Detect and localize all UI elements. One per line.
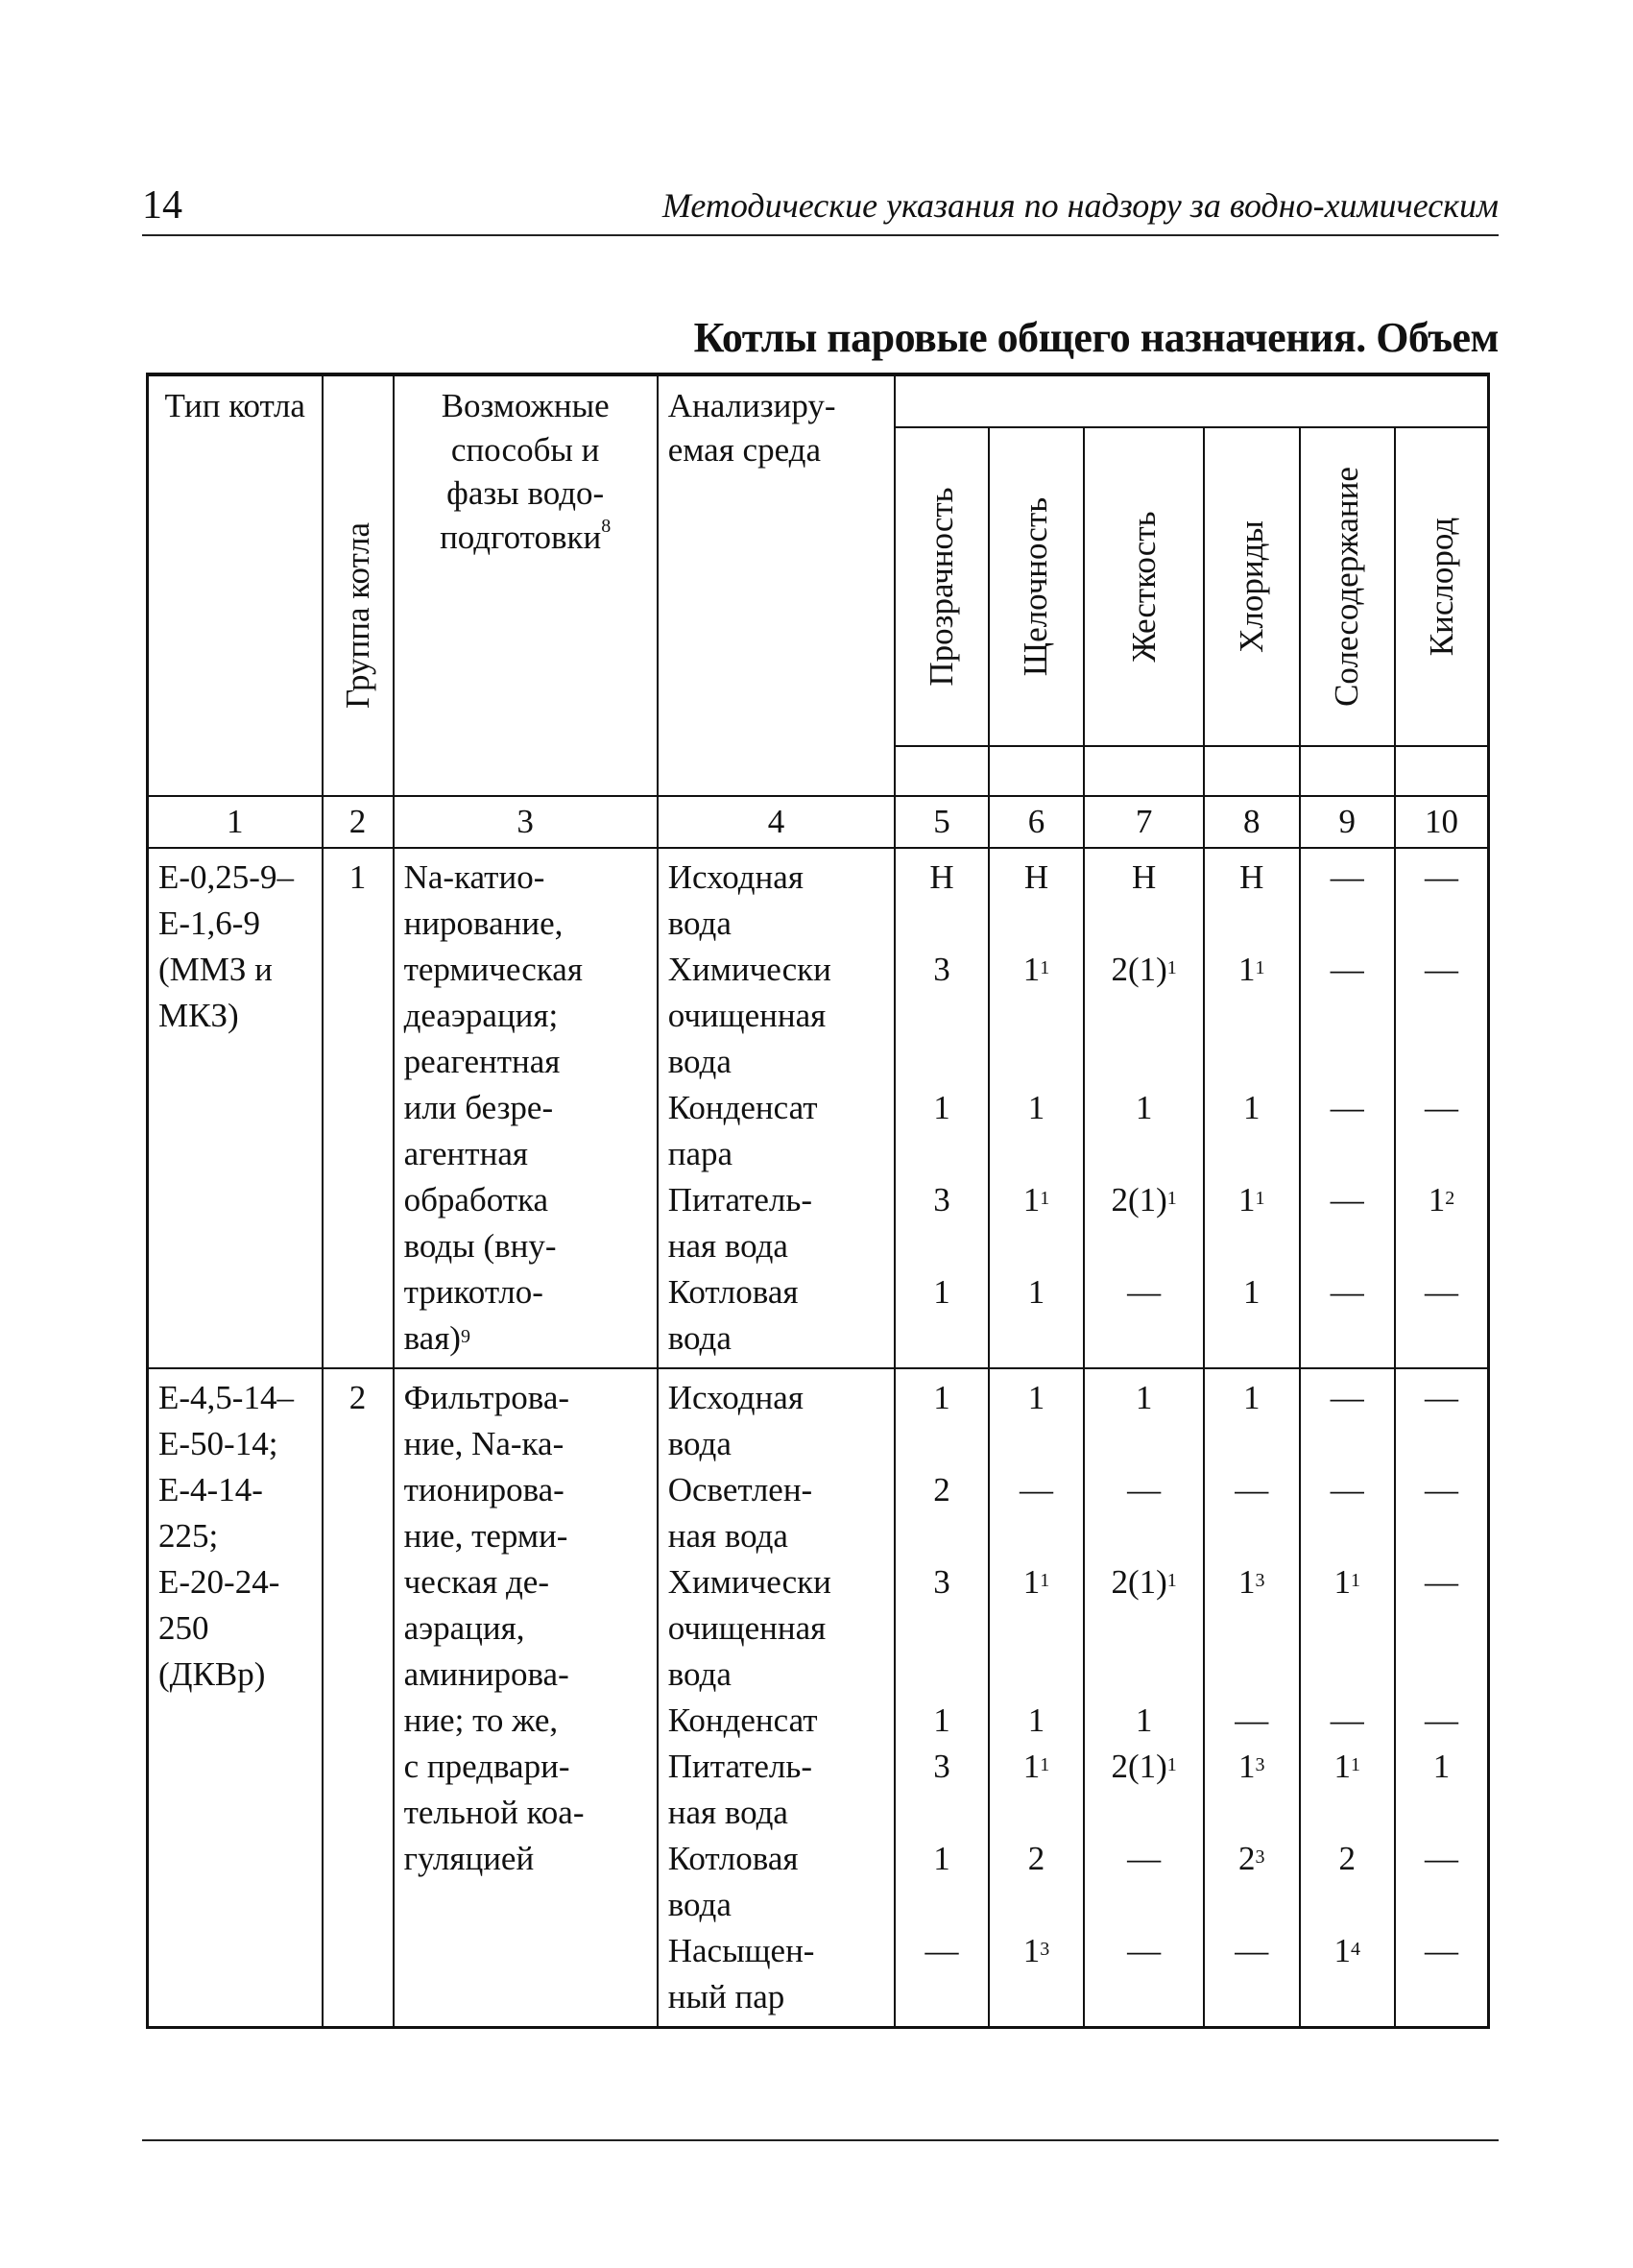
boiler-type-line: Е-50-14; xyxy=(158,1425,278,1462)
boiler-type-line: Е-1,6-9 xyxy=(158,905,260,942)
media-line: вода xyxy=(667,905,732,942)
media-item xyxy=(668,1744,885,1836)
header-method-line: Возможные xyxy=(441,387,610,424)
value-item xyxy=(1094,1744,1193,1836)
value-cell xyxy=(989,1368,1084,2028)
column-number: 8 xyxy=(1204,796,1299,848)
value-item xyxy=(1094,1375,1193,1467)
value-item xyxy=(905,1744,977,1836)
value-cell xyxy=(989,848,1084,1368)
value-item xyxy=(999,1559,1073,1698)
value-text: 1 xyxy=(933,1840,950,1877)
media-line: ная вода xyxy=(667,1517,788,1555)
value-item xyxy=(1214,1836,1288,1928)
value-text: 1 xyxy=(1432,1748,1451,1785)
media-item xyxy=(668,1177,885,1269)
media-item xyxy=(668,1559,885,1698)
method-line: агентная xyxy=(403,1135,528,1172)
media-line: Котловая xyxy=(667,1840,799,1877)
value-item xyxy=(999,947,1073,1085)
value-item xyxy=(1405,1744,1477,1836)
column-number: 7 xyxy=(1084,796,1204,848)
value-text: 1 xyxy=(1135,1701,1153,1739)
value-cell xyxy=(895,848,988,1368)
value-cell xyxy=(1204,1368,1299,2028)
value-item xyxy=(905,1836,977,1928)
value-item xyxy=(905,1928,977,2020)
method-line: трикотло- xyxy=(403,1273,543,1311)
media-line: очищенная xyxy=(667,1609,827,1647)
value-text: — xyxy=(1425,1563,1458,1601)
method-line: тионирова- xyxy=(403,1471,564,1508)
value-item xyxy=(1094,1269,1193,1362)
table-title: Котлы паровые общего назначения. Объем xyxy=(693,314,1499,361)
media-item xyxy=(668,947,885,1085)
method-line: аминирова- xyxy=(403,1655,569,1693)
value-note: 3 xyxy=(1040,1939,1050,1960)
value-item xyxy=(1310,1928,1384,2020)
header-media-line: емая среда xyxy=(667,430,822,469)
value-text: — xyxy=(1425,951,1458,988)
value-item xyxy=(999,1744,1073,1836)
boiler-type-cell xyxy=(148,848,323,1368)
value-cell xyxy=(1300,848,1395,1368)
value-text: 1 xyxy=(1022,1181,1041,1218)
media-line: вода xyxy=(667,1886,732,1923)
value-text: 2(1) xyxy=(1111,1563,1167,1601)
value-item xyxy=(905,1269,977,1362)
value-text: 1 xyxy=(1238,1181,1256,1218)
column-number: 4 xyxy=(658,796,896,848)
value-text: — xyxy=(1330,951,1364,988)
media-line: Химически xyxy=(667,951,831,988)
value-item xyxy=(999,1698,1073,1744)
value-text: 1 xyxy=(1238,951,1256,988)
column-number: 1 xyxy=(148,796,323,848)
media-line: Котловая xyxy=(667,1273,799,1311)
value-text: — xyxy=(1425,1273,1458,1311)
value-item xyxy=(1214,1467,1288,1559)
footnote-mark: 9 xyxy=(460,1326,470,1347)
value-note: 1 xyxy=(1351,1570,1361,1591)
value-item xyxy=(999,1836,1073,1928)
value-text: Н xyxy=(929,858,954,896)
column-number: 2 xyxy=(323,796,394,848)
value-cell xyxy=(1395,1368,1489,2028)
value-text: — xyxy=(1235,1701,1269,1739)
value-item xyxy=(1310,1467,1384,1559)
value-item xyxy=(1405,1559,1477,1698)
boiler-type-line: (ММЗ и xyxy=(158,951,273,988)
media-line: ная вода xyxy=(667,1794,788,1831)
boiler-type-line: Е-4-14-225; xyxy=(158,1471,263,1555)
media-line: очищенная xyxy=(667,997,827,1034)
value-text: 1 xyxy=(1238,1748,1256,1785)
value-item xyxy=(1214,1559,1288,1698)
value-text: 2(1) xyxy=(1111,1748,1167,1785)
value-text: 1 xyxy=(1027,1273,1045,1311)
header-method-line: способы и xyxy=(450,430,600,469)
value-note: 4 xyxy=(1351,1939,1361,1960)
boiler-type-line: Е-0,25-9– xyxy=(158,858,294,896)
value-text: — xyxy=(1425,1089,1458,1126)
value-item xyxy=(999,1269,1073,1362)
value-text: 1 xyxy=(1027,1089,1045,1126)
media-line: вода xyxy=(667,1043,732,1080)
media-line: Питатель- xyxy=(667,1748,813,1785)
value-text: Н xyxy=(1239,858,1264,896)
value-item xyxy=(1310,1085,1384,1177)
value-item xyxy=(1094,1836,1193,1928)
value-text: 1 xyxy=(1243,1089,1261,1126)
value-note: 1 xyxy=(1255,1188,1265,1209)
value-text: 2(1) xyxy=(1111,1181,1167,1218)
value-item xyxy=(1310,855,1384,947)
value-text: 1 xyxy=(1333,1563,1352,1601)
method-line: термическая xyxy=(403,951,583,988)
value-text: 1 xyxy=(1135,1379,1153,1416)
value-item xyxy=(1310,1559,1384,1698)
value-item xyxy=(1405,1375,1477,1467)
value-note: 1 xyxy=(1040,1570,1050,1591)
value-text: Н xyxy=(1131,858,1157,896)
media-item xyxy=(668,855,885,947)
media-item xyxy=(668,1269,885,1362)
value-text: 1 xyxy=(933,1273,950,1311)
value-cell xyxy=(1204,848,1299,1368)
media-line: Исходная xyxy=(667,1379,804,1416)
value-text: 1 xyxy=(1243,1273,1261,1311)
value-text: — xyxy=(1330,858,1364,896)
value-item xyxy=(999,855,1073,947)
header-group: Группа котла xyxy=(323,374,394,796)
value-text: 2 xyxy=(933,1471,950,1508)
value-item xyxy=(1094,1559,1193,1698)
value-text: 1 xyxy=(1333,1932,1352,1969)
value-item xyxy=(999,1928,1073,2020)
method-line: Na-катио- xyxy=(403,858,545,896)
value-text: 1 xyxy=(1027,1379,1045,1416)
value-text: 2 xyxy=(1238,1840,1256,1877)
boiler-type-line: Е-20-24-250 xyxy=(158,1563,280,1647)
value-note: 1 xyxy=(1166,1188,1177,1209)
value-text: 3 xyxy=(933,951,950,988)
value-text: — xyxy=(1425,1840,1458,1877)
media-line: вода xyxy=(667,1425,732,1462)
media-line: Насыщен- xyxy=(667,1932,815,1969)
method-line: тельной коа- xyxy=(403,1794,585,1831)
value-text: — xyxy=(925,1932,959,1969)
group-cell: 1 xyxy=(323,848,394,1368)
method-line: вая)$^9$ xyxy=(403,1319,470,1357)
value-item xyxy=(905,855,977,947)
value-text: — xyxy=(1425,1701,1458,1739)
header-blank xyxy=(989,746,1084,796)
method-line: ческая де- xyxy=(403,1563,549,1601)
value-item xyxy=(1094,855,1193,947)
value-item xyxy=(1214,1085,1288,1177)
value-cell xyxy=(1084,1368,1204,2028)
value-item xyxy=(905,1375,977,1467)
value-text: Н xyxy=(1023,858,1049,896)
header-transparency: Прозрачность xyxy=(895,427,988,746)
media-item xyxy=(668,1467,885,1559)
method-line: или безре- xyxy=(403,1089,554,1126)
media-line: ная вода xyxy=(667,1227,788,1265)
media-item xyxy=(668,1698,885,1744)
value-text: — xyxy=(1425,858,1458,896)
value-note: 1 xyxy=(1040,1188,1050,1209)
method-line: реагентная xyxy=(403,1043,561,1080)
media-item xyxy=(668,1375,885,1467)
value-text: 2(1) xyxy=(1111,951,1167,988)
value-text: — xyxy=(1425,1471,1458,1508)
boiler-type-line: МКЗ) xyxy=(158,997,239,1034)
footer-rule xyxy=(142,2139,1499,2141)
group-cell: 2 xyxy=(323,1368,394,2028)
method-cell xyxy=(394,1368,658,2028)
value-note: 1 xyxy=(1166,957,1177,978)
header-method xyxy=(394,374,658,796)
value-item xyxy=(1214,1375,1288,1467)
value-note: 1 xyxy=(1166,1754,1177,1775)
method-line: ние; то же, xyxy=(403,1701,559,1739)
value-text: 1 xyxy=(1135,1089,1153,1126)
media-line: Осветлен- xyxy=(667,1471,813,1508)
column-number: 10 xyxy=(1395,796,1489,848)
header-alkalinity: Щелочность xyxy=(989,427,1084,746)
header-blank xyxy=(895,746,988,796)
media-line: Конденсат xyxy=(667,1701,818,1739)
value-item xyxy=(1214,947,1288,1085)
value-item xyxy=(1094,947,1193,1085)
column-number: 5 xyxy=(895,796,988,848)
header-chlorides: Хлориды xyxy=(1204,427,1299,746)
value-item xyxy=(999,1467,1073,1559)
value-note: 1 xyxy=(1040,1754,1050,1775)
value-text: — xyxy=(1127,1273,1162,1311)
column-number: 9 xyxy=(1300,796,1395,848)
value-note: 1 xyxy=(1040,957,1050,978)
value-text: — xyxy=(1127,1840,1162,1877)
media-cell xyxy=(658,1368,896,2028)
header-blank xyxy=(1300,746,1395,796)
value-text: 1 xyxy=(1022,1563,1041,1601)
value-text: 1 xyxy=(1027,1701,1045,1739)
value-item xyxy=(1214,1744,1288,1836)
value-cell xyxy=(895,1368,988,2028)
method-line: с предвари- xyxy=(403,1748,570,1785)
boiler-type-line: (ДКВр) xyxy=(158,1655,266,1693)
running-title: Методические указания по надзору за водно-химическим xyxy=(661,186,1499,225)
value-note: 3 xyxy=(1255,1846,1265,1868)
boiler-type-line: Е-4,5-14– xyxy=(158,1379,294,1416)
value-text: 3 xyxy=(933,1181,950,1218)
header-method-line: фазы водо- xyxy=(446,474,605,512)
header-salt-content: Солесодержание xyxy=(1300,427,1395,746)
method-line: воды (вну- xyxy=(403,1227,557,1265)
method-line: аэрация, xyxy=(403,1609,525,1647)
value-item xyxy=(1405,1269,1477,1362)
value-item xyxy=(1310,1836,1384,1928)
media-item xyxy=(668,1085,885,1177)
value-item xyxy=(1405,1467,1477,1559)
value-item xyxy=(1214,1177,1288,1269)
header-media xyxy=(658,374,896,796)
value-note: 1 xyxy=(1351,1754,1361,1775)
value-item xyxy=(1310,1177,1384,1269)
method-line: деаэрация; xyxy=(403,997,559,1034)
media-line: Конденсат xyxy=(667,1089,818,1126)
value-cell xyxy=(1084,848,1204,1368)
value-text: 3 xyxy=(933,1563,950,1601)
value-text: — xyxy=(1330,1701,1364,1739)
value-text: — xyxy=(1330,1181,1364,1218)
value-cell xyxy=(1300,1368,1395,2028)
header-media-line: Анализиру- xyxy=(667,387,836,424)
value-text: — xyxy=(1330,1471,1364,1508)
media-item xyxy=(668,1836,885,1928)
value-item xyxy=(999,1177,1073,1269)
value-text: — xyxy=(1425,1932,1458,1969)
value-item xyxy=(1405,947,1477,1085)
value-item xyxy=(1405,1698,1477,1744)
header-blank xyxy=(1395,746,1489,796)
media-line: Химически xyxy=(667,1563,831,1601)
media-cell xyxy=(658,848,896,1368)
value-item xyxy=(1310,1698,1384,1744)
value-text: 1 xyxy=(1428,1181,1446,1218)
value-item xyxy=(1405,1836,1477,1928)
value-cell xyxy=(1395,848,1489,1368)
media-line: ный пар xyxy=(667,1978,785,2015)
table-row xyxy=(148,1368,1489,2028)
value-text: 1 xyxy=(1333,1748,1352,1785)
header-boiler-type: Тип котла xyxy=(148,374,323,796)
value-item xyxy=(1405,1177,1477,1269)
method-cell xyxy=(394,848,658,1368)
value-text: 1 xyxy=(1022,1932,1041,1969)
value-item xyxy=(1094,1928,1193,2020)
value-item xyxy=(1214,1698,1288,1744)
value-item xyxy=(905,1467,977,1559)
value-item xyxy=(999,1085,1073,1177)
value-item xyxy=(905,947,977,1085)
header-rule xyxy=(142,234,1499,236)
media-line: вода xyxy=(667,1655,732,1693)
value-text: 1 xyxy=(933,1379,950,1416)
value-text: — xyxy=(1235,1932,1269,1969)
value-text: — xyxy=(1425,1379,1458,1416)
value-item xyxy=(1310,1375,1384,1467)
method-line: ние, Na-ка- xyxy=(403,1425,564,1462)
value-item xyxy=(1214,1269,1288,1362)
value-text: 1 xyxy=(933,1089,950,1126)
media-line: пара xyxy=(667,1135,733,1172)
method-line: обработка xyxy=(403,1181,549,1218)
method-line: ние, терми- xyxy=(403,1517,568,1555)
page-number: 14 xyxy=(142,183,182,228)
column-number: 3 xyxy=(394,796,658,848)
value-note: 2 xyxy=(1445,1188,1455,1209)
header-blank xyxy=(1084,746,1204,796)
method-line: нирование, xyxy=(403,905,564,942)
value-item xyxy=(1094,1698,1193,1744)
value-item xyxy=(1405,1085,1477,1177)
value-text: 1 xyxy=(1022,951,1041,988)
header-indicators-blank xyxy=(895,374,1488,427)
method-line: гуляцией xyxy=(403,1840,535,1877)
column-number: 6 xyxy=(989,796,1084,848)
table-row xyxy=(148,848,1489,1368)
value-text: — xyxy=(1019,1471,1053,1508)
value-note: 1 xyxy=(1166,1570,1177,1591)
header-blank xyxy=(1204,746,1299,796)
value-text: — xyxy=(1127,1471,1162,1508)
value-item xyxy=(1214,1928,1288,2020)
value-item xyxy=(905,1085,977,1177)
value-note: 3 xyxy=(1255,1754,1265,1775)
value-text: 1 xyxy=(1022,1748,1041,1785)
value-item xyxy=(905,1559,977,1698)
value-text: — xyxy=(1330,1379,1364,1416)
value-note: 3 xyxy=(1255,1570,1265,1591)
media-item xyxy=(668,1928,885,2020)
value-item xyxy=(905,1698,977,1744)
value-text: 1 xyxy=(933,1701,950,1739)
value-item xyxy=(905,1177,977,1269)
value-text: 1 xyxy=(1243,1379,1261,1416)
value-item xyxy=(1214,855,1288,947)
value-item xyxy=(1310,947,1384,1085)
value-text: — xyxy=(1330,1273,1364,1311)
value-text: — xyxy=(1127,1932,1162,1969)
value-item xyxy=(1405,855,1477,947)
value-text: 3 xyxy=(933,1748,950,1785)
value-item xyxy=(1310,1269,1384,1362)
media-line: Питатель- xyxy=(667,1181,813,1218)
value-text: 2 xyxy=(1338,1840,1357,1877)
header-hardness: Жесткость xyxy=(1084,427,1204,746)
value-note: 1 xyxy=(1255,957,1265,978)
value-item xyxy=(1094,1467,1193,1559)
boiler-type-cell xyxy=(148,1368,323,2028)
value-item xyxy=(999,1375,1073,1467)
value-item xyxy=(1405,1928,1477,2020)
footnote-mark: 8 xyxy=(601,515,612,537)
header-method-line: подготовки$^8$ xyxy=(440,515,612,556)
media-line: вода xyxy=(667,1319,732,1357)
value-text: — xyxy=(1330,1089,1364,1126)
value-text: 1 xyxy=(1238,1563,1256,1601)
value-text: — xyxy=(1235,1471,1269,1508)
value-item xyxy=(1094,1177,1193,1269)
media-line: Исходная xyxy=(667,858,804,896)
boiler-table xyxy=(146,373,1490,2029)
value-item xyxy=(1310,1744,1384,1836)
value-item xyxy=(1094,1085,1193,1177)
value-text: 2 xyxy=(1027,1840,1045,1877)
method-line: Фильтрова- xyxy=(403,1379,570,1416)
header-oxygen: Кислород xyxy=(1395,427,1489,746)
